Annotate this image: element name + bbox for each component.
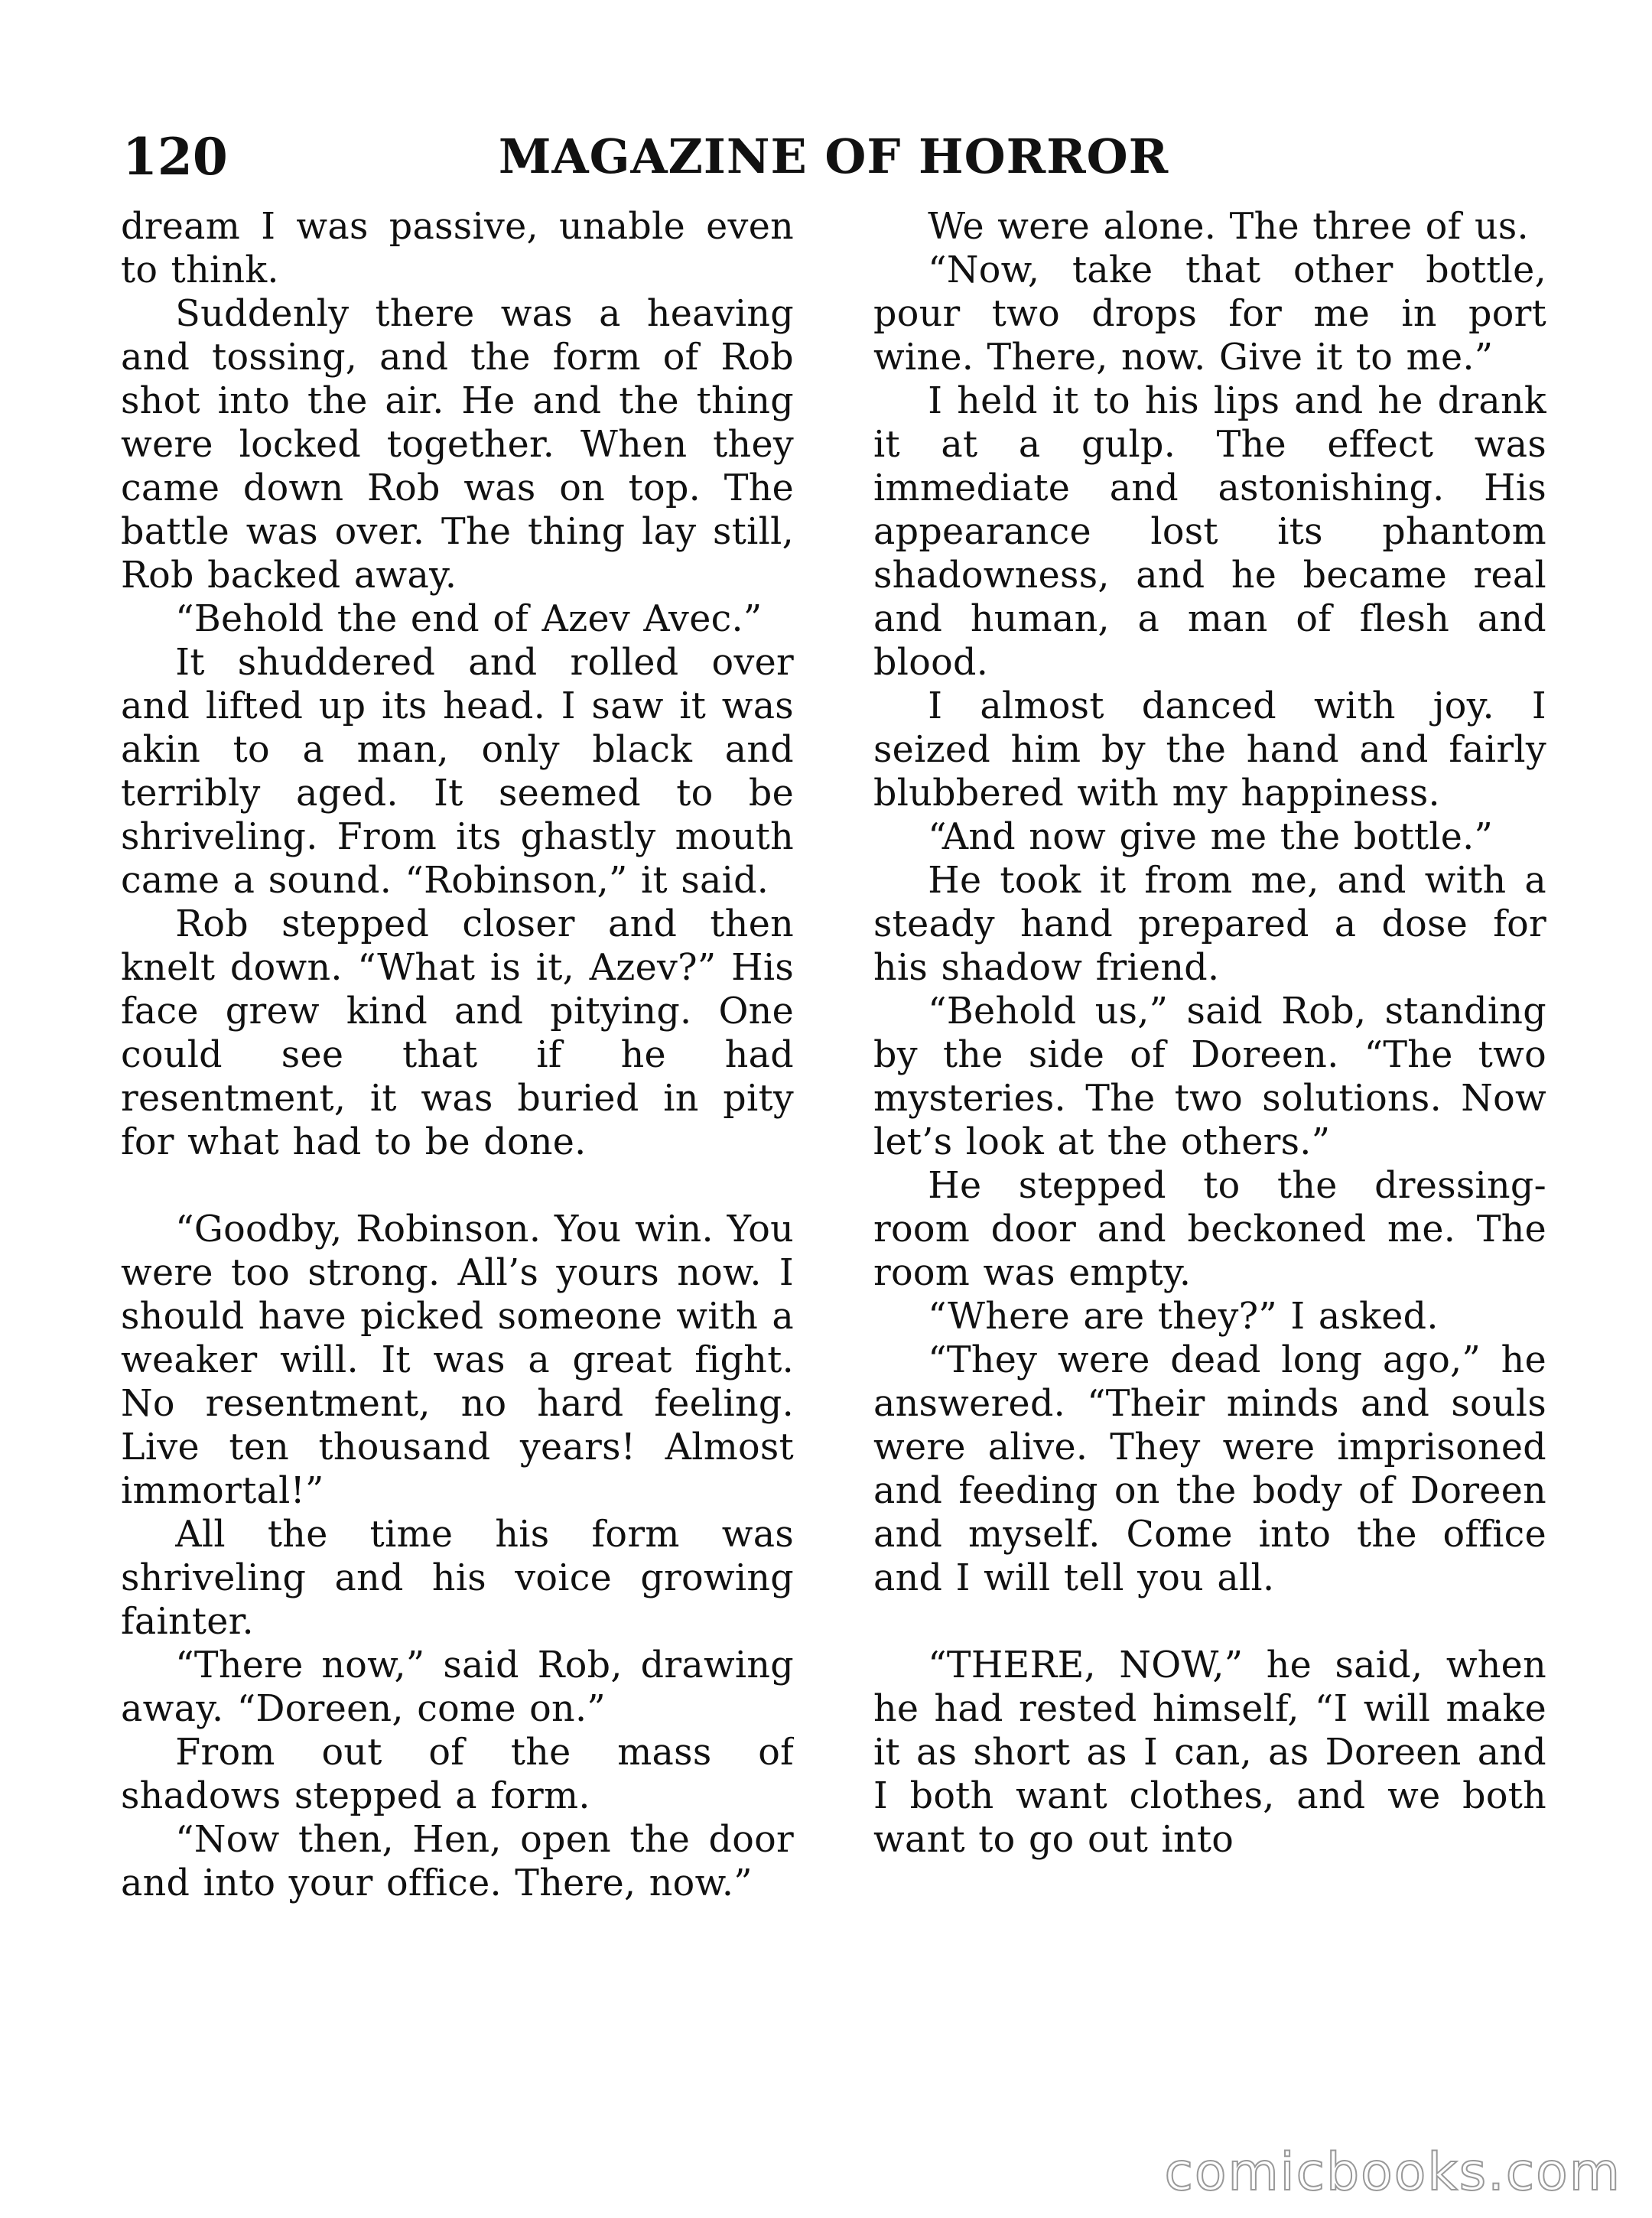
paragraph: “Where are they?” I asked.: [928, 1296, 1439, 1338]
paragraph: “And now give me the bottle.”: [928, 816, 1494, 858]
paragraph: He took it from me, and with a steady hand prepared a dose for his shadow friend.: [873, 860, 1546, 989]
paragraph: “Goodby, Robinson. You win. You were too strong. All’s yours now. I should have picked someone with a weaker will. It was a great fight. No resentment, no hard feeling. Live ten thousand years! Almost immortal!”: [121, 1208, 794, 1512]
paragraph: dream I was passive, unable even to think.: [121, 206, 794, 291]
paragraph: All the time his form was shriveling and his voice growing fainter.: [121, 1514, 794, 1643]
watermark: comicbooks.com: [1164, 2142, 1621, 2203]
paragraph: “There now,” said Rob, drawing away. “Doreen, come on.”: [121, 1644, 794, 1730]
paragraph: We were alone. The three of us.: [928, 206, 1529, 248]
page-number: 120: [122, 127, 228, 187]
paragraph: I held it to his lips and he drank it at a gulp. The effect was immediate and astonishing. His appearance lost its phantom shadowness, and he became real and human, a man of flesh and blood.: [873, 380, 1546, 684]
paragraph: “They were dead long ago,” he answered. “Their minds and souls were alive. They were imprisoned and feeding on the body of Doreen and myself. Come into the office and I will tell you all.: [873, 1339, 1546, 1599]
paragraph: I almost danced with joy. I seized him by the hand and fairly blubbered with my happiness.: [873, 685, 1546, 815]
paragraph: It shuddered and rolled over and lifted up its head. I saw it was akin to a man, only black and terribly aged. It seemed to be shriveling. From its ghastly mouth came a sound. “Robinson,” it said.: [121, 642, 794, 902]
paragraph: Suddenly there was a heaving and tossing, and the form of Rob shot into the air. He and the thing were locked together. When they came down Rob was on top. The battle was over. The thing lay still, Rob backed away.: [121, 293, 794, 597]
right-column: [873, 205, 1546, 2094]
paragraph: “Behold the end of Azev Avec.”: [175, 598, 763, 640]
paragraph: Rob stepped closer and then knelt down. “What is it, Azev?” His face grew kind and pitying. One could see that if he had resentment, it was buried in pity for what had to be done.: [121, 903, 794, 1163]
page-header: [122, 122, 1545, 191]
paragraph: “Behold us,” said Rob, standing by the side of Doreen. “The two mysteries. The two solutions. Now let’s look at the others.”: [873, 990, 1546, 1163]
paragraph: He stepped to the dressing-room door and beckoned me. The room was empty.: [873, 1165, 1546, 1294]
paragraph: “Now then, Hen, open the door and into your office. There, now.”: [121, 1819, 794, 1904]
paragraph: “THERE, NOW,” he said, when he had rested himself, “I will make it as short as I can, as Doreen and I both want clothes, and we both want to go out into: [873, 1644, 1546, 1861]
paragraph: “Now, take that other bottle, pour two drops for me in port wine. There, now. Give it to me.”: [873, 249, 1546, 379]
paragraph: From out of the mass of shadows stepped a form.: [121, 1732, 794, 1817]
running-title: MAGAZINE OF HORROR: [498, 128, 1169, 184]
left-column: [121, 205, 794, 2094]
